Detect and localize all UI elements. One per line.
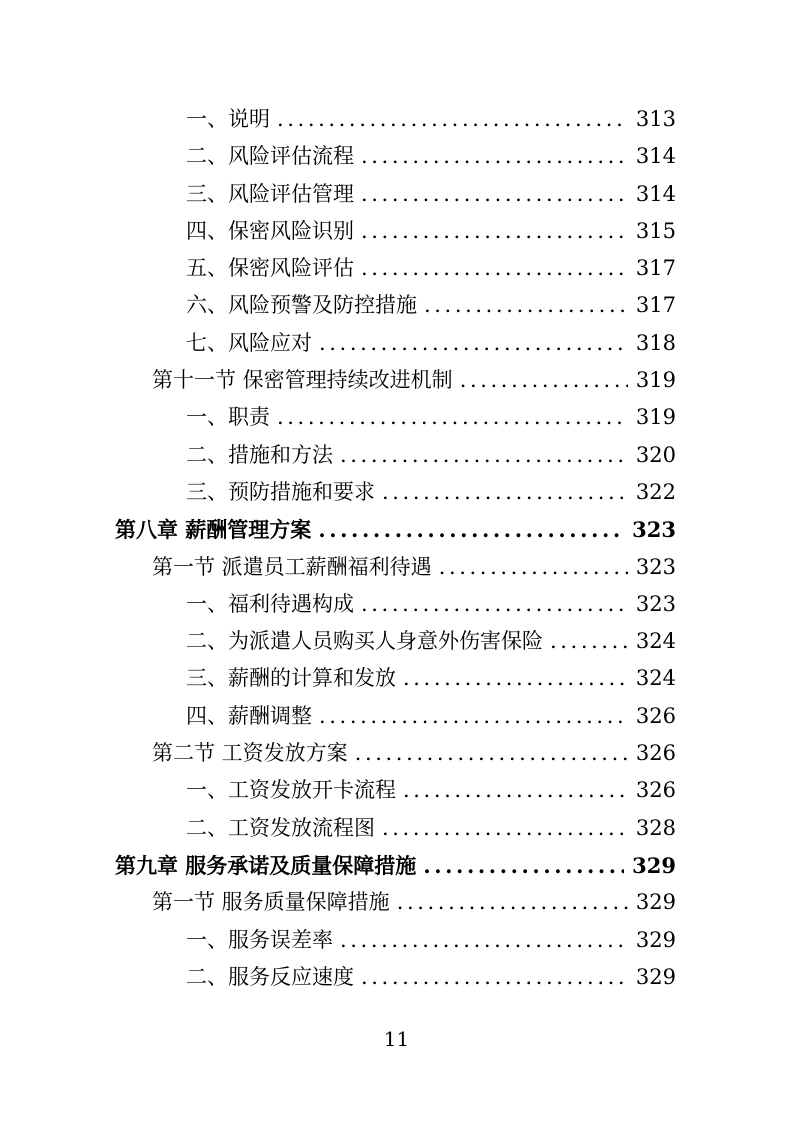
toc-entry-label: 第九章 服务承诺及质量保障措施 xyxy=(115,852,417,878)
toc-dot-leader xyxy=(424,287,628,324)
page-number: 11 xyxy=(383,1027,410,1051)
toc-entry-page: 326 xyxy=(635,703,676,728)
toc-entry-label: 一、工资发放开卡流程 xyxy=(186,778,396,803)
toc-entry-page: 318 xyxy=(635,330,676,355)
toc-dot-leader xyxy=(361,138,628,175)
toc-dot-leader xyxy=(460,362,628,399)
toc-dot-leader xyxy=(361,250,628,287)
page-footer xyxy=(0,1026,793,1052)
toc-entry-page: 323 xyxy=(635,554,676,579)
toc-entry[interactable] xyxy=(115,810,676,847)
toc-entry-label: 第一节 服务质量保障措施 xyxy=(152,890,390,915)
toc-dot-leader xyxy=(361,959,628,996)
toc-entry-label: 第八章 薪酬管理方案 xyxy=(115,517,312,543)
toc-dot-leader xyxy=(439,549,628,586)
toc-entry-page: 320 xyxy=(635,442,676,467)
toc-entry[interactable] xyxy=(115,660,676,697)
toc-entry[interactable] xyxy=(115,735,676,772)
toc-entry[interactable] xyxy=(115,511,676,548)
toc-entry-page: 323 xyxy=(632,517,676,543)
toc-entry-label: 一、福利待遇构成 xyxy=(186,591,354,616)
toc-entry[interactable] xyxy=(115,250,676,287)
toc-entry-page: 322 xyxy=(635,479,676,504)
toc-entry-label: 一、服务误差率 xyxy=(186,927,333,952)
toc-entry[interactable] xyxy=(115,586,676,623)
toc-entry-page: 323 xyxy=(635,591,676,616)
toc-entry-page: 329 xyxy=(635,890,676,915)
toc-entry-page: 314 xyxy=(635,181,676,206)
toc-dot-leader xyxy=(340,922,628,959)
toc-entry-label: 四、薪酬调整 xyxy=(186,703,312,728)
toc-entry-label: 二、服务反应速度 xyxy=(186,964,354,989)
toc-dot-leader xyxy=(361,176,628,213)
toc-dot-leader xyxy=(340,437,628,474)
toc-entry[interactable] xyxy=(115,213,676,250)
toc-dot-leader xyxy=(382,810,628,847)
toc-entry-label: 第二节 工资发放方案 xyxy=(152,741,348,766)
toc-entry[interactable] xyxy=(115,176,676,213)
toc-entry-page: 319 xyxy=(635,405,676,430)
toc-entry-label: 六、风险预警及防控措施 xyxy=(186,293,417,318)
toc-entry-label: 五、保密风险评估 xyxy=(186,256,354,281)
toc-entry-label: 二、措施和方法 xyxy=(186,442,333,467)
toc-entry[interactable] xyxy=(115,884,676,921)
toc-entry-label: 四、保密风险识别 xyxy=(186,218,354,243)
toc-entry[interactable] xyxy=(115,362,676,399)
toc-entry[interactable] xyxy=(115,623,676,660)
toc-dot-leader xyxy=(277,399,628,436)
toc-entry-page: 329 xyxy=(635,964,676,989)
toc-entry-label: 一、职责 xyxy=(186,405,270,430)
toc-entry[interactable] xyxy=(115,437,676,474)
toc-entry-page: 319 xyxy=(635,368,676,393)
toc-dot-leader xyxy=(423,847,624,884)
toc-entry-label: 二、工资发放流程图 xyxy=(186,815,375,840)
toc-entry[interactable] xyxy=(115,549,676,586)
toc-dot-leader xyxy=(277,101,628,138)
toc-entry[interactable] xyxy=(115,287,676,324)
toc-entry[interactable] xyxy=(115,847,676,884)
toc-entry-page: 314 xyxy=(635,144,676,169)
toc-entry-page: 328 xyxy=(635,815,676,840)
toc-entry-page: 324 xyxy=(635,666,676,691)
toc-entry[interactable] xyxy=(115,959,676,996)
toc-entry-page: 315 xyxy=(635,218,676,243)
toc-dot-leader xyxy=(361,213,628,250)
toc-entry-label: 二、为派遣人员购买人身意外伤害保险 xyxy=(186,629,543,654)
toc-dot-leader xyxy=(403,772,628,809)
table-of-contents xyxy=(115,101,676,996)
toc-entry[interactable] xyxy=(115,772,676,809)
toc-entry[interactable] xyxy=(115,325,676,362)
toc-dot-leader xyxy=(397,884,628,921)
toc-entry[interactable] xyxy=(115,138,676,175)
toc-dot-leader xyxy=(382,474,628,511)
toc-entry-label: 三、预防措施和要求 xyxy=(186,479,375,504)
toc-entry[interactable] xyxy=(115,922,676,959)
toc-dot-leader xyxy=(319,698,628,735)
toc-entry[interactable] xyxy=(115,399,676,436)
toc-dot-leader xyxy=(361,586,628,623)
toc-entry-label: 三、风险评估管理 xyxy=(186,181,354,206)
toc-entry-page: 317 xyxy=(635,256,676,281)
toc-entry[interactable] xyxy=(115,101,676,138)
toc-entry-label: 一、说明 xyxy=(186,107,270,131)
toc-entry-page: 317 xyxy=(635,293,676,318)
toc-entry-page: 313 xyxy=(635,107,676,131)
toc-entry-label: 二、风险评估流程 xyxy=(186,144,354,169)
toc-dot-leader xyxy=(550,623,628,660)
toc-dot-leader xyxy=(355,735,628,772)
toc-entry-page: 326 xyxy=(635,741,676,766)
toc-entry-page: 329 xyxy=(635,927,676,952)
toc-entry-page: 324 xyxy=(635,629,676,654)
toc-entry-label: 三、薪酬的计算和发放 xyxy=(186,666,396,691)
toc-entry[interactable] xyxy=(115,698,676,735)
toc-entry-page: 329 xyxy=(632,852,676,878)
toc-dot-leader xyxy=(318,511,624,548)
toc-dot-leader xyxy=(403,660,628,697)
toc-entry-page: 326 xyxy=(635,778,676,803)
toc-entry[interactable] xyxy=(115,474,676,511)
toc-entry-label: 第十一节 保密管理持续改进机制 xyxy=(152,368,453,393)
toc-entry-label: 第一节 派遣员工薪酬福利待遇 xyxy=(152,554,432,579)
toc-entry-label: 七、风险应对 xyxy=(186,330,312,355)
toc-dot-leader xyxy=(319,325,628,362)
